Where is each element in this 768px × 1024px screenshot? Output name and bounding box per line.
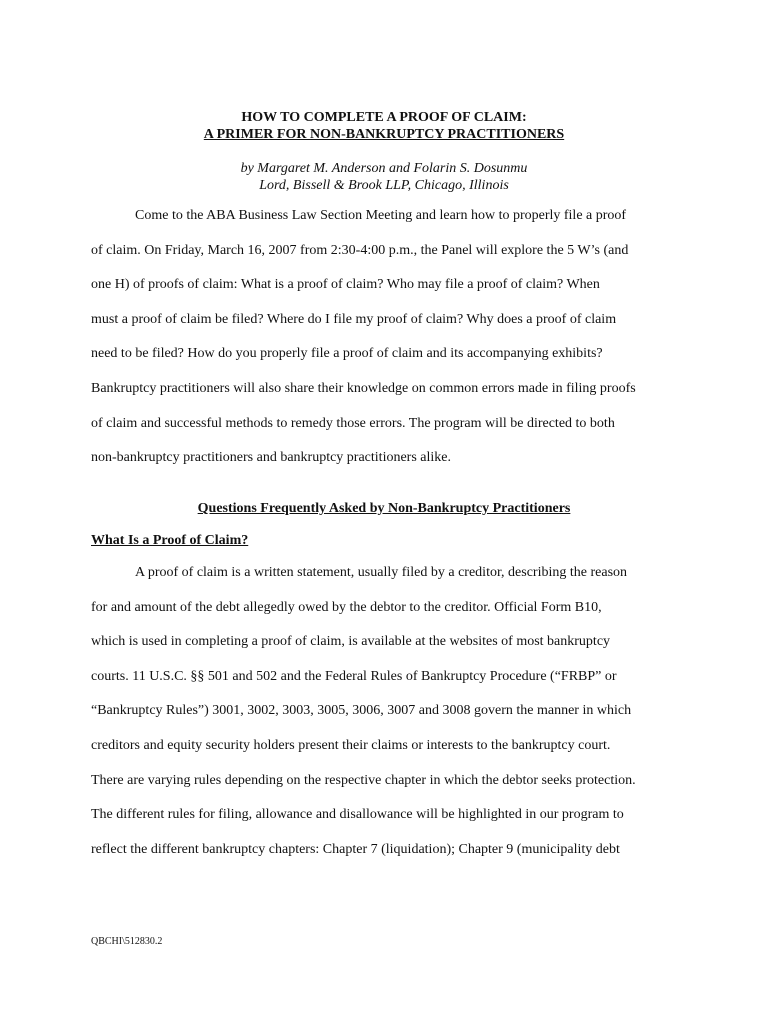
byline-firm: Lord, Bissell & Brook LLP, Chicago, Illinois xyxy=(259,178,509,193)
footer-document-code: QBCHI\512830.2 xyxy=(91,936,163,947)
intro-line: need to be filed? How do you properly file a proof of claim and its accompanying exhibits? xyxy=(91,346,603,362)
body-paragraph xyxy=(91,556,681,867)
body-line: which is used in completing a proof of claim, is available at the websites of most bankruptcy xyxy=(91,634,611,650)
intro-line: of claim and successful methods to remedy those errors. The program will be directed to both xyxy=(91,415,615,431)
document-title-line-1: HOW TO COMPLETE A PROOF OF CLAIM: xyxy=(241,110,527,125)
body-line: for and amount of the debt allegedly owed by the debtor to the creditor. Official Form B10, xyxy=(91,599,602,615)
body-line: creditors and equity security holders present their claims or interests to the bankruptcy court. xyxy=(91,737,611,753)
document-title-line-2: A PRIMER FOR NON-BANKRUPTCY PRACTITIONERS xyxy=(203,127,565,142)
subsection-heading: What Is a Proof of Claim? xyxy=(91,533,249,548)
intro-line: Come to the ABA Business Law Section Meeting and learn how to properly file a proof xyxy=(135,208,627,223)
section-heading: Questions Frequently Asked by Non-Bankruptcy Practitioners xyxy=(197,501,571,516)
body-line: A proof of claim is a written statement, usually filed by a creditor, describing the reason xyxy=(135,565,628,580)
body-line: “Bankruptcy Rules”) 3001, 3002, 3003, 3005, 3006, 3007 and 3008 govern the manner in which xyxy=(91,703,632,719)
intro-line: non-bankruptcy practitioners and bankruptcy practitioners alike. xyxy=(91,450,451,466)
intro-line: one H) of proofs of claim: What is a proof of claim? Who may file a proof of claim? When xyxy=(91,277,600,293)
intro-line: of claim. On Friday, March 16, 2007 from 2:30-4:00 p.m., the Panel will explore the 5 W’s (and xyxy=(91,242,629,258)
body-line: reflect the different bankruptcy chapters: Chapter 7 (liquidation); Chapter 9 (municipality debt xyxy=(91,841,620,857)
intro-paragraph xyxy=(91,199,681,476)
intro-line: Bankruptcy practitioners will also share their knowledge on common errors made in filing proofs xyxy=(91,380,636,396)
body-line: The different rules for filing, allowance and disallowance will be highlighted in our program to xyxy=(91,807,624,823)
byline-authors: by Margaret M. Anderson and Folarin S. Dosunmu xyxy=(240,161,528,176)
body-line: There are varying rules depending on the respective chapter in which the debtor seeks protection. xyxy=(91,772,636,788)
intro-line: must a proof of claim be filed? Where do I file my proof of claim? Why does a proof of claim xyxy=(91,311,617,327)
body-line: courts. 11 U.S.C. §§ 501 and 502 and the Federal Rules of Bankruptcy Procedure (“FRBP” or xyxy=(91,668,617,684)
